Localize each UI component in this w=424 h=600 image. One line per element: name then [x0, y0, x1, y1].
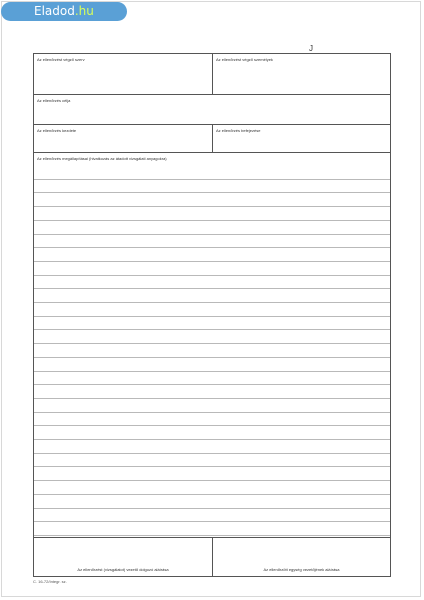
- findings-label-text: Az ellenőrzés megállapításai (hivatkozás az átadott vizsgálati anyagokra): [37, 156, 167, 161]
- watermark-logo: [1, 2, 127, 21]
- ruled-line: [34, 398, 390, 399]
- field-inspecting-body[interactable]: [34, 54, 213, 94]
- ruled-line: [34, 261, 390, 262]
- ruled-line: [34, 535, 390, 536]
- ruled-line: [34, 357, 390, 358]
- field-end-label: Az ellenőrzés befejezése: [216, 128, 261, 133]
- form-row-dates: [34, 125, 390, 153]
- ruled-line: [34, 206, 390, 207]
- field-start-label: Az ellenőrzés kezdete: [37, 128, 77, 133]
- form-row-purpose: [34, 95, 390, 125]
- signature-unit-head[interactable]: [213, 538, 390, 576]
- ruled-line: [34, 234, 390, 235]
- ruled-line: [34, 329, 390, 330]
- signature-unit-head-label: Az ellenőrzött egység vezetőjének aláírása: [263, 567, 340, 572]
- ruled-line: [34, 288, 390, 289]
- ruled-line: [34, 521, 390, 522]
- field-start[interactable]: [34, 125, 213, 152]
- watermark-brand: Eladod: [34, 4, 75, 18]
- ruled-line: [34, 316, 390, 317]
- field-end[interactable]: [213, 125, 390, 152]
- ruled-line: [34, 192, 390, 193]
- ruled-line: [34, 412, 390, 413]
- ruled-line: [34, 275, 390, 276]
- ruled-line: [34, 371, 390, 372]
- ruled-line: [34, 425, 390, 426]
- ruled-line: [34, 480, 390, 481]
- ruled-line: [34, 220, 390, 221]
- ruled-line: [34, 384, 390, 385]
- ruled-line: [34, 302, 390, 303]
- field-inspectors[interactable]: [213, 54, 390, 94]
- form-code: C. 16-72/Integr. sz.: [33, 579, 67, 584]
- ruled-line: [34, 179, 390, 180]
- signature-inspector-label: Az ellenőrzést (vizsgálatot) vezető dolgozó aláírása: [77, 567, 169, 572]
- field-inspectors-label: Az ellenőrzést végző személyek: [216, 57, 273, 62]
- field-purpose[interactable]: [34, 95, 390, 124]
- ruled-line: [34, 466, 390, 467]
- page-mark: J: [309, 44, 313, 53]
- form-row-signatures: [34, 538, 390, 576]
- ruled-line: [34, 247, 390, 248]
- ruled-line: [34, 343, 390, 344]
- signature-inspector[interactable]: [34, 538, 213, 576]
- findings-label: [34, 153, 390, 165]
- ruled-line: [34, 453, 390, 454]
- findings-ruled-area[interactable]: [34, 165, 390, 538]
- ruled-line: [34, 494, 390, 495]
- inspection-form: [33, 53, 391, 577]
- ruled-line: [34, 508, 390, 509]
- form-row-findings-header: [34, 153, 390, 165]
- field-inspecting-body-label: Az ellenőrzést végző szerv: [37, 57, 85, 62]
- form-row-organisation: [34, 54, 390, 95]
- watermark-tld: .hu: [74, 4, 94, 18]
- field-purpose-label: Az ellenőrzés célja: [37, 98, 71, 103]
- ruled-line: [34, 439, 390, 440]
